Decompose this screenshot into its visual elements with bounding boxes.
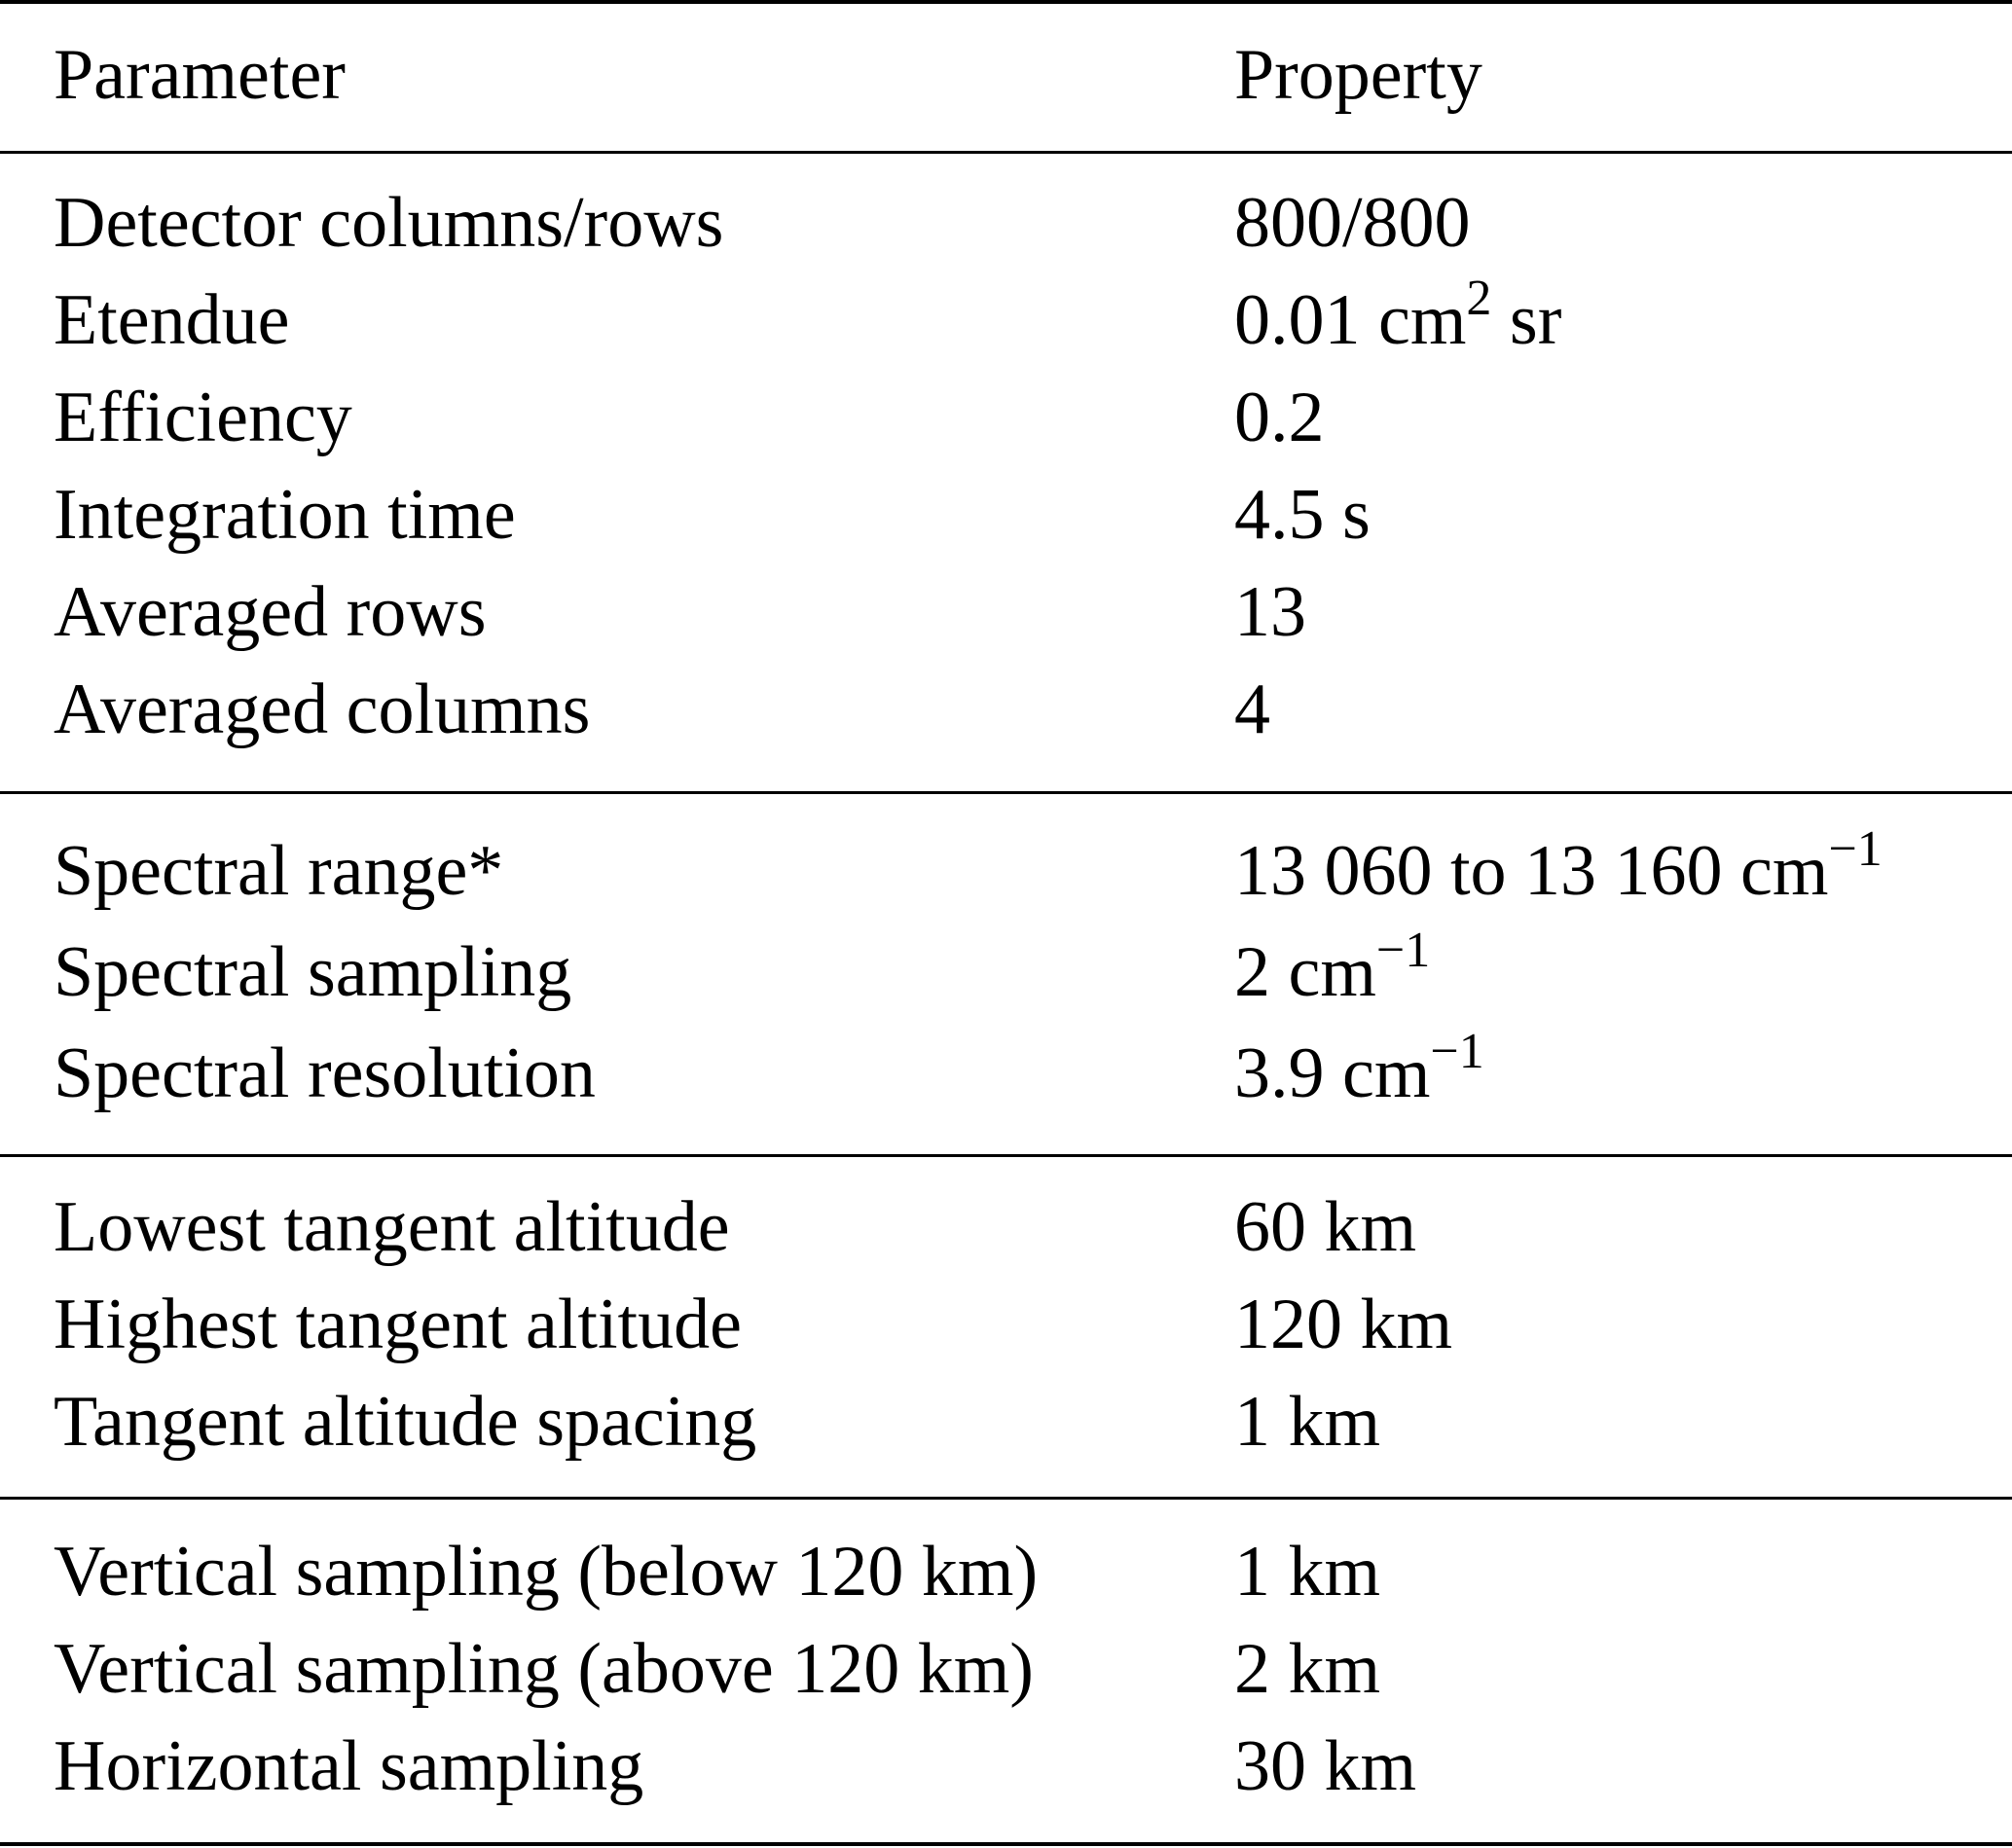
row-param: Etendue — [54, 280, 290, 360]
row-param: Lowest tangent altitude — [54, 1187, 730, 1267]
bottom-rule — [0, 1842, 2012, 1846]
row-value: 13 060 to 13 160 $cm^{-1}$ — [1234, 821, 1883, 911]
header-property: Property — [1234, 35, 1482, 115]
row-value: 0.2 — [1234, 378, 1325, 457]
top-rule — [0, 0, 2012, 4]
row-param: Integration time — [54, 475, 516, 555]
superscript: −1 — [1828, 821, 1883, 877]
row-param: Spectral range* — [54, 831, 504, 911]
row-value: 120 km — [1234, 1285, 1453, 1364]
group-rule — [0, 1154, 2012, 1157]
row-value: 30 km — [1234, 1726, 1417, 1806]
row-value: 1 km — [1234, 1382, 1381, 1462]
row-param: Vertical sampling (above 120 km) — [54, 1629, 1034, 1709]
superscript: −1 — [1430, 1024, 1484, 1079]
superscript: −1 — [1375, 923, 1431, 978]
row-value: 4.5 s — [1234, 475, 1371, 555]
row-param: Averaged columns — [54, 670, 591, 749]
row-param: Horizontal sampling — [54, 1726, 644, 1806]
row-param: Averaged rows — [54, 572, 487, 652]
row-param: Vertical sampling (below 120 km) — [54, 1532, 1039, 1612]
header-parameter: Parameter — [54, 35, 346, 115]
group-rule — [0, 791, 2012, 794]
row-param: Efficiency — [54, 378, 352, 457]
row-value: 1 km — [1234, 1532, 1381, 1612]
row-value: 60 km — [1234, 1187, 1417, 1267]
row-value: 13 — [1234, 572, 1306, 652]
row-value: 3.9 $cm^{-1}$ — [1234, 1024, 1484, 1113]
row-value: 800/800 — [1234, 183, 1471, 263]
group-rule — [0, 1497, 2012, 1500]
superscript: 2 — [1466, 271, 1492, 326]
row-param: Tangent altitude spacing — [54, 1382, 757, 1462]
row-param: Spectral sampling — [54, 932, 572, 1012]
row-value: 2 $cm^{-1}$ — [1234, 923, 1431, 1012]
row-value: 4 — [1234, 670, 1270, 749]
header-rule — [0, 151, 2012, 154]
row-param: Detector columns/rows — [54, 183, 724, 263]
row-param: Highest tangent altitude — [54, 1285, 742, 1364]
row-value: 2 km — [1234, 1629, 1381, 1709]
row-value: 0.01 $cm^2$ sr — [1234, 271, 1562, 360]
row-param: Spectral resolution — [54, 1033, 596, 1113]
